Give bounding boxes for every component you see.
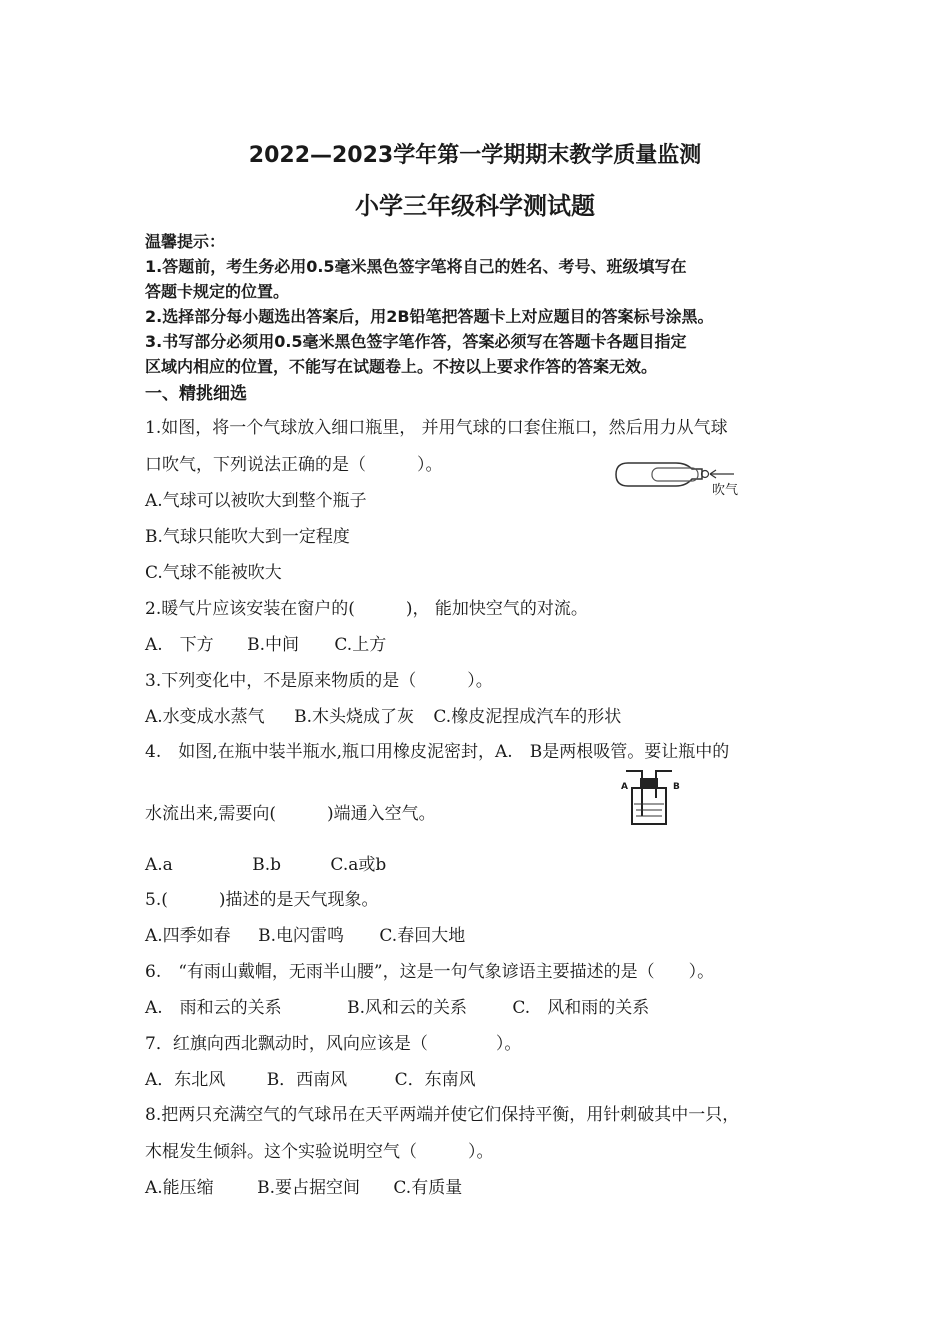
tips-line-3a: 3.书写部分必须用0.5毫米黑色签字笔作答，答案必须写在答题卡各题目指定 — [145, 332, 687, 351]
q7-option-c: C．东南风 — [394, 1070, 476, 1090]
q1-option-a: A.气球可以被吹大到整个瓶子 — [145, 491, 367, 511]
q8-stem-line1: 8.把两只充满空气的气球吊在天平两端并使它们保持平衡，用针刺破其中一只， — [145, 1105, 740, 1125]
q3-option-a: A.水变成水蒸气 — [145, 707, 265, 727]
q8-stem-line2: 木棍发生倾斜。这个实验说明空气（ ）。 — [145, 1142, 494, 1162]
q3-option-c: C.橡皮泥捏成汽车的形状 — [433, 707, 622, 727]
q1-stem-line1: 1.如图，将一个气球放入细口瓶里， 并用气球的口套住瓶口，然后用力从气球 — [145, 418, 728, 438]
q7-option-a: A．东北风 — [145, 1070, 226, 1090]
q4-option-a: A.a — [145, 855, 173, 875]
q5-option-b: B.电闪雷鸣 — [258, 926, 344, 946]
q8-option-b: B.要占据空间 — [257, 1178, 360, 1198]
q7-options — [145, 1065, 476, 1090]
q6-option-a: A. 雨和云的关系 — [145, 998, 282, 1018]
q6-options — [145, 993, 649, 1018]
q1-figure-label: 吹气 — [712, 483, 739, 498]
q4-option-b: B.b — [252, 855, 282, 875]
q5-stem: 5.( )描述的是天气现象。 — [145, 890, 379, 910]
q1-option-c: C.气球不能被吹大 — [145, 563, 282, 583]
q3-stem: 3.下列变化中，不是原来物质的是（ ）。 — [145, 671, 493, 691]
q1-stem-line2: 口吹气，下列说法正确的是（ ）。 — [145, 455, 443, 475]
q4-figure-label-a: A — [621, 782, 628, 792]
q2-stem: 2.暖气片应该安装在窗户的( )， 能加快空气的对流。 — [145, 599, 588, 619]
q7-stem: 7．红旗向西北飘动时，风向应该是（ ）。 — [145, 1034, 522, 1054]
q7-option-b: B．西南风 — [266, 1070, 348, 1090]
q4-stem-line2: 水流出来,需要向( )端通入空气。 — [145, 804, 436, 824]
q2-option-a: A. 下方 — [145, 635, 214, 655]
q1-option-b: B.气球只能吹大到一定程度 — [145, 527, 350, 547]
q4-stem-line1: 4. 如图,在瓶中装半瓶水,瓶口用橡皮泥密封，A. B是两根吸管。要让瓶中的 — [145, 742, 730, 762]
exam-title: 2022—2023学年第一学期期末教学质量监测 — [248, 143, 702, 168]
q4-bottle-figure — [618, 768, 684, 828]
tips-line-1a: 1.答题前，考生务必用0.5毫米黑色签字笔将自己的姓名、考号、班级填写在 — [145, 257, 687, 276]
q6-option-b: B.风和云的关系 — [347, 998, 467, 1018]
q8-option-c: C.有质量 — [393, 1178, 463, 1198]
q4-option-c: C.a或b — [330, 855, 387, 875]
q6-option-c: C. 风和雨的关系 — [512, 998, 650, 1018]
q3-option-b: B.木头烧成了灰 — [294, 707, 414, 727]
q5-option-a: A.四季如春 — [145, 926, 231, 946]
q2-option-c: C.上方 — [334, 635, 387, 655]
exam-subtitle: 小学三年级科学测试题 — [355, 192, 595, 220]
q4-figure-label-b: B — [673, 782, 680, 792]
q2-option-b: B.中间 — [247, 635, 299, 655]
q3-options — [145, 702, 621, 727]
q8-options — [145, 1173, 462, 1198]
q2-options — [145, 630, 386, 655]
q4-options — [145, 850, 386, 875]
tips-line-2: 2.选择部分每小题选出答案后，用2B铅笔把答题卡上对应题目的答案标号涂黑。 — [145, 307, 714, 326]
q5-options — [145, 921, 465, 946]
q8-option-a: A.能压缩 — [145, 1178, 214, 1198]
tips-heading: 温馨提示： — [145, 232, 226, 251]
q6-stem: 6. “有雨山戴帽，无雨半山腰”，这是一句气象谚语主要描述的是（ ）。 — [145, 962, 715, 982]
tips-line-1b: 答题卡规定的位置。 — [145, 282, 290, 301]
tips-line-3b: 区域内相应的位置，不能写在试题卷上。不按以上要求作答的答案无效。 — [145, 357, 658, 376]
section-title: 一、精挑细选 — [145, 384, 247, 404]
q5-option-c: C.春回大地 — [379, 926, 466, 946]
